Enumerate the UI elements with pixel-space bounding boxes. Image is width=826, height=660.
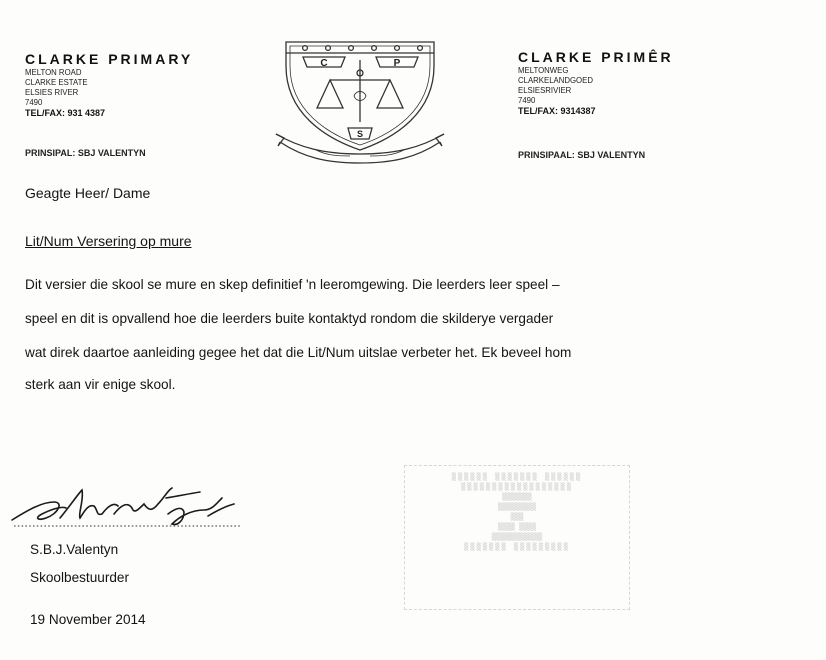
address-line: 7490 <box>25 98 43 107</box>
principal-afrikaans: PRINSIPAAL: SBJ VALENTYN <box>518 150 646 160</box>
school-crest-logo <box>270 38 450 166</box>
address-line: 7490 <box>518 96 536 105</box>
letter-date: 19 November 2014 <box>30 612 146 627</box>
address-line: ELSIESRIVIER <box>518 86 572 95</box>
body-line: wat direk daartoe aanleiding gegee het dat die Lit/Num uitslae verbeter het. Ek beveel hom <box>25 345 572 360</box>
faded-school-stamp: ▒▒▒▒▒▒ ▒▒▒▒▒▒▒ ▒▒▒▒▒▒ ▒▒▒▒▒▒▒▒▒▒▒▒▒▒▒▒▒▒ ▒▒▒▒▒▒▒ ▒▒▒▒▒▒▒▒▒ ▒▒▒ ▒▒▒▒ ▒▒▒▒ ▒▒▒▒▒▒▒▒▒▒▒▒ ▒▒▒▒▒▒▒ ▒▒▒▒▒▒▒▒▒ <box>404 465 630 610</box>
address-line: ELSIES RIVER <box>25 88 79 97</box>
telfax-afrikaans: TEL/FAX: 9314387 <box>518 106 596 116</box>
principal-english: PRINSIPAL: SBJ VALENTYN <box>25 148 146 158</box>
body-line: sterk aan vir enige skool. <box>25 377 176 392</box>
letterhead-left <box>25 51 193 119</box>
handwritten-signature <box>8 480 248 532</box>
address-line: CLARKE ESTATE <box>25 78 88 87</box>
address-line: CLARKELANDGOED <box>518 76 593 85</box>
crest-letter-c: C <box>320 58 328 69</box>
letterhead-right <box>518 49 674 117</box>
address-line: MELTON ROAD <box>25 68 82 77</box>
school-name-english: CLARKE PRIMARY <box>25 51 194 67</box>
greeting: Geagte Heer/ Dame <box>25 185 151 201</box>
signatory-role: Skoolbestuurder <box>30 570 129 585</box>
crest-letter-p: P <box>393 58 401 69</box>
address-english <box>25 68 193 108</box>
telfax-english: TEL/FAX: 931 4387 <box>25 108 106 118</box>
body-line: speel en dit is opvallend hoe die leerders buite kontaktyd rondom die skilderye vergader <box>25 311 554 326</box>
subject-heading: Lit/Num Versering op mure <box>25 233 192 249</box>
school-name-afrikaans: CLARKE PRIMÊR <box>518 49 674 65</box>
body-line: Dit versier die skool se mure en skep definitief 'n leeromgewing. Die leerders leer speel – <box>25 277 560 292</box>
signatory-name: S.B.J.Valentyn <box>30 542 119 557</box>
address-afrikaans <box>518 66 674 106</box>
address-line: MELTONWEG <box>518 66 569 75</box>
crest-letter-s: S <box>356 129 364 139</box>
